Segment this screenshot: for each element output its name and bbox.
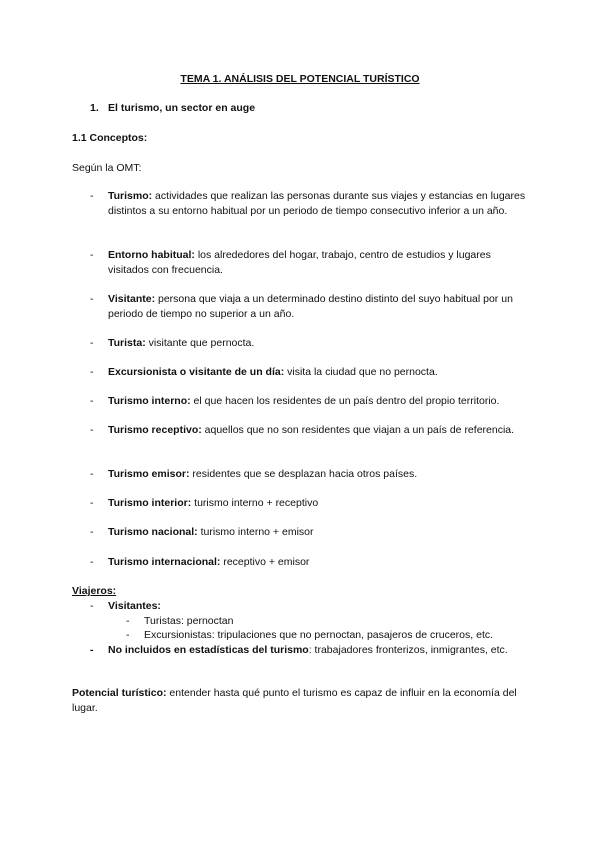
bullet-dash: -: [90, 424, 94, 436]
definition-text: persona que viaja a un determinado destino distinto del suyo habitual por un periodo de tiempo no superior a un año.: [108, 293, 513, 320]
bullet-dash: -: [90, 190, 94, 202]
bullet-dash: -: [90, 395, 94, 407]
definition-term: Turismo:: [108, 190, 153, 202]
visitors-label: Visitantes:: [108, 600, 161, 612]
bullet-dash: -: [90, 556, 94, 568]
sub-list-item: [126, 614, 526, 629]
bullet-dash: -: [90, 366, 94, 378]
definition-text: visita la ciudad que no pernocta.: [284, 366, 438, 378]
bullet-dash: -: [90, 497, 94, 509]
bullet-dash: -: [126, 629, 130, 641]
definition-item: [90, 189, 530, 219]
definition-term: Turismo emisor:: [108, 468, 190, 480]
sub-list-item: [126, 628, 526, 643]
bullet-dash: -: [90, 293, 94, 305]
definition-term: Turismo receptivo:: [108, 424, 202, 436]
intro-text: Según la OMT:: [72, 162, 142, 174]
definition-term: Entorno habitual:: [108, 249, 195, 261]
bullet-dash: -: [90, 526, 94, 538]
bullet-dash: -: [126, 615, 130, 627]
definition-item: [90, 496, 530, 511]
definition-term: Turismo interno:: [108, 395, 191, 407]
definition-item: [90, 525, 530, 540]
definition-text: actividades que realizan las personas durante sus viajes y estancias en lugares distintos a su entorno habitual por un periodo de tiempo consecutivo inferior a un año.: [108, 190, 526, 217]
potential-paragraph: [72, 686, 528, 716]
definition-term: Turismo nacional:: [108, 526, 198, 538]
bullet-dash: -: [90, 600, 94, 612]
section-heading: [90, 101, 255, 116]
definition-term: Turismo interior:: [108, 497, 192, 509]
definition-term: Turismo internacional:: [108, 556, 221, 568]
definition-item: [90, 467, 530, 482]
bullet-dash: -: [90, 249, 94, 261]
sub-item-text: Excursionistas: tripulaciones que no pernoctan, pasajeros de cruceros, etc.: [144, 629, 494, 641]
definition-item: [90, 292, 530, 322]
bullet-dash: -: [90, 337, 94, 349]
not-included-text: : trabajadores fronterizos, inmigrantes, etc.: [308, 644, 508, 656]
definition-text: turismo interno + receptivo: [191, 497, 319, 509]
definition-text: residentes que se desplazan hacia otros países.: [189, 468, 418, 480]
definition-item: [90, 423, 530, 438]
definition-item: [90, 555, 530, 570]
definition-item: [90, 248, 530, 278]
bullet-dash: -: [90, 644, 94, 656]
subsection-heading: 1.1 Conceptos:: [72, 132, 148, 144]
definition-term: Visitante:: [108, 293, 156, 305]
sub-item-text: Turistas: pernoctan: [144, 615, 234, 627]
visitors-item: [90, 599, 530, 614]
definition-term: Turista:: [108, 337, 146, 349]
document-title: TEMA 1. ANÁLISIS DEL POTENCIAL TURÍSTICO: [180, 73, 420, 85]
definition-item: [90, 336, 530, 351]
not-included-term: No incluidos en estadísticas del turismo: [108, 644, 309, 656]
not-included-item: [90, 643, 530, 658]
potential-text: entender hasta qué punto el turismo es capaz de influir en la economía del lugar.: [72, 687, 517, 714]
definition-text: el que hacen los residentes de un país dentro del propio territorio.: [190, 395, 500, 407]
definition-term: Excursionista o visitante de un día:: [108, 366, 285, 378]
section-label: El turismo, un sector en auge: [108, 102, 256, 114]
definition-item: [90, 365, 530, 380]
potential-term: Potencial turístico:: [72, 687, 167, 699]
definition-text: receptivo + emisor: [220, 556, 310, 568]
bullet-dash: -: [90, 468, 94, 480]
definition-item: [90, 394, 530, 409]
travelers-heading: Viajeros:: [72, 585, 117, 597]
definition-text: aquellos que no son residentes que viajan a un país de referencia.: [201, 424, 515, 436]
section-number: 1.: [90, 102, 99, 114]
definition-text: los alrededores del hogar, trabajo, centro de estudios y lugares visitados con frecuencia.: [108, 249, 491, 276]
definition-text: turismo interno + emisor: [197, 526, 314, 538]
definition-text: visitante que pernocta.: [145, 337, 255, 349]
